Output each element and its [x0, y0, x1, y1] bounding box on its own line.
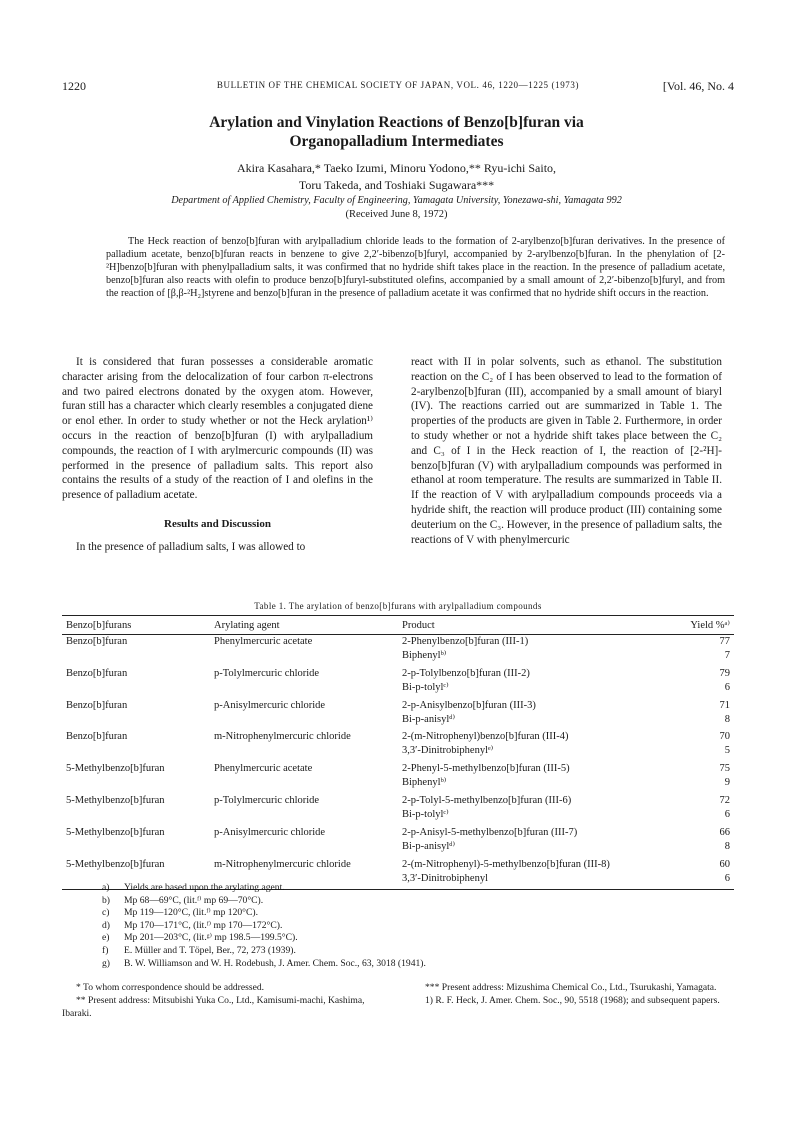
table-cell — [62, 840, 210, 854]
table-cell: Benzo[b]furan — [66, 636, 128, 647]
table-cell — [210, 808, 398, 822]
table-row — [62, 744, 734, 758]
table-cell: 2-p-Tolyl-5-methylbenzo[b]furan (III-6) — [402, 795, 572, 807]
table-cell: Benzo[b]furan — [66, 731, 128, 743]
table-note-text: Mp 68—69°C, (lit.ᶠ⁾ mp 69—70°C). — [124, 894, 264, 906]
table-note-text: Mp 119—120°C, (lit.ᶠ⁾ mp 120°C). — [124, 907, 258, 919]
table-cell: Biphenylᵇ⁾ — [402, 777, 447, 789]
received-date: (Received June 8, 1972) — [345, 209, 448, 220]
table-row — [62, 790, 734, 808]
table-cell: 6 — [724, 681, 730, 693]
table-row — [62, 840, 734, 854]
table-note-key: d) — [102, 919, 110, 931]
abstract — [106, 235, 725, 300]
table-note — [102, 907, 702, 920]
running-head — [62, 79, 734, 95]
table-row — [62, 854, 734, 872]
table-note-key: e) — [102, 932, 110, 944]
table-cell: 5-Methylbenzo[b]furan — [66, 763, 165, 775]
table-cell: 5-Methylbenzo[b]furan — [66, 826, 165, 838]
article-title — [100, 113, 693, 151]
table-cell: Benzo[b]furan — [66, 699, 128, 711]
table-cell — [62, 713, 210, 727]
table-note — [102, 932, 702, 945]
table-cell — [210, 744, 398, 758]
table-cell: p-Anisylmercuric chloride — [214, 699, 326, 711]
table-cell: Phenylmercuric acetate — [214, 636, 313, 647]
table-cell: 2-p-Tolylbenzo[b]furan (III-2) — [402, 667, 530, 679]
table-cell: 2-Phenyl-5-methylbenzo[b]furan (III-5) — [402, 763, 570, 775]
table-cell — [62, 776, 210, 790]
arylation-table — [62, 615, 734, 890]
table-note — [102, 895, 702, 908]
table-cell: 7 — [724, 649, 730, 661]
table-row — [62, 726, 734, 744]
footnote: *** Present address: Mizushima Chemical Co., Ltd., Tsurukashi, Yamagata. — [425, 982, 717, 993]
table-cell: 70 — [719, 731, 730, 743]
table-cell: 6 — [724, 808, 730, 820]
table-note — [102, 882, 702, 895]
table-cell: p-Tolylmercuric chloride — [214, 667, 320, 679]
author-list — [100, 160, 693, 194]
table-header-row — [62, 616, 734, 635]
footnotes-left — [62, 982, 382, 1020]
table-cell: Bi-p-anisylᵈ⁾ — [402, 840, 456, 852]
volume-issue: [Vol. 46, No. 4 — [662, 79, 734, 93]
table-cell: Phenylmercuric acetate — [214, 763, 313, 775]
table-note-key: g) — [102, 957, 110, 969]
table-cell: Bi-p-anisylᵈ⁾ — [402, 713, 456, 725]
footnote: 1) R. F. Heck, J. Amer. Chem. Soc., 90, 5518 (1968); and subsequent papers. — [425, 994, 720, 1006]
table-cell — [210, 713, 398, 727]
header-product: Product — [398, 616, 676, 635]
table-cell: 77 — [719, 636, 730, 647]
table-note-text: Mp 170—171°C, (lit.ᶠ⁾ mp 170—172°C). — [124, 919, 283, 931]
table-row — [62, 635, 734, 649]
table-note — [102, 958, 702, 971]
table-cell: 6 — [676, 872, 734, 889]
table-cell: 60 — [719, 858, 730, 870]
table-cell: 5-Methylbenzo[b]furan — [66, 858, 165, 870]
table-row — [62, 713, 734, 727]
table-cell: 8 — [724, 713, 730, 725]
table-cell — [62, 649, 210, 663]
table-cell — [62, 744, 210, 758]
results-paragraph: In the presence of palladium salts, I was allowed to — [76, 540, 306, 553]
table-row — [62, 695, 734, 713]
header-arylating-agent: Arylating agent — [210, 616, 398, 635]
body-column-right — [411, 355, 722, 547]
table-cell: 5 — [724, 745, 730, 757]
table-note — [102, 920, 702, 933]
table-row — [62, 663, 734, 681]
authors-line-1: Akira Kasahara,* Taeko Izumi, Minoru Yodono,** Ryu-ichi Saito, — [236, 161, 557, 175]
table-cell: 9 — [724, 777, 730, 789]
table-cell: 2-(m-Nitrophenyl)benzo[b]furan (III-4) — [402, 731, 569, 743]
table-cell: 2-p-Anisyl-5-methylbenzo[b]furan (III-7) — [402, 826, 578, 838]
table-cell: 5-Methylbenzo[b]furan — [66, 795, 165, 807]
page-number: 1220 — [62, 79, 86, 93]
footnote: ** Present address: Mitsubishi Yuka Co., Ltd., Kamisumi-machi, Kashima, Ibaraki. — [62, 994, 365, 1019]
table-note-text: Mp 201—203°C, (lit.ᵍ⁾ mp 198.5—199.5°C). — [124, 932, 298, 944]
table-note — [102, 945, 702, 958]
abstract-text: The Heck reaction of benzo[b]furan with arylpalladium chloride leads to the formation of 2-arylbenzo[b]furan derivatives. In the presence of palladium acetate, benzo[b]furan reacts in benzene to give 2,2′-bibenzo[b]furyl, accompanied by 2-arylbenzo[b]furan. In the phenylation of [2-²H]benzo[b]furan with phenylpalladium salts, it was confirmed that no hydride shift takes place in the reaction. In the presence of palladium acetate, benzo[b]furan also reacts with olefin to produce benzo[b]furyl-substituted olefins, accompanied by a small amount of 2,2′-bibenzo[b]furyl, and from the reaction of [β,β-²H₂]styrene and benzo[b]furan in the presence of palladium acetate it was confirmed that no hydride shift occurs in the reaction. — [106, 236, 725, 299]
table-cell: p-Tolylmercuric chloride — [214, 795, 320, 807]
journal-citation: BULLETIN OF THE CHEMICAL SOCIETY OF JAPAN, VOL. 46, 1220—1225 (1973) — [216, 80, 580, 90]
table-cell: 75 — [719, 763, 730, 775]
table-cell: Benzo[b]furan — [66, 667, 128, 679]
table-cell: 71 — [719, 699, 730, 711]
table-cell — [210, 649, 398, 663]
affiliation: Department of Applied Chemistry, Faculty of Engineering, Yamagata University, Yonezawa-shi, Yamagata 992 — [171, 195, 622, 206]
table-cell: 2-p-Anisylbenzo[b]furan (III-3) — [402, 699, 536, 711]
table-cell: 79 — [719, 667, 730, 679]
table-cell — [210, 840, 398, 854]
body-column-left — [62, 355, 373, 555]
table-row — [62, 649, 734, 663]
table-cell — [62, 808, 210, 822]
table-cell — [62, 681, 210, 695]
table-cell: 8 — [724, 840, 730, 852]
table-cell: Bi-p-tolylᶜ⁾ — [402, 808, 449, 820]
table-note-key: c) — [102, 907, 110, 919]
table-note-key: b) — [102, 894, 110, 906]
table-cell: Biphenylᵇ⁾ — [402, 649, 447, 661]
table-cell: 66 — [719, 826, 730, 838]
table-cell: 2-Phenylbenzo[b]furan (III-1) — [402, 636, 529, 647]
table-cell: Bi-p-tolylᶜ⁾ — [402, 681, 449, 693]
title-line-1: Arylation and Vinylation Reactions of Benzo[b]furan via — [209, 114, 584, 131]
table-body — [62, 635, 734, 890]
table-row — [62, 776, 734, 790]
table-notes — [102, 882, 702, 970]
table-cell: 3,3′-Dinitrobiphenylᵉ⁾ — [402, 745, 494, 757]
table-row — [62, 758, 734, 776]
table-caption: Table 1. The arylation of benzo[b]furans with arylpalladium compounds — [254, 601, 542, 611]
table-row — [62, 681, 734, 695]
table-note-text: E. Müller and T. Töpel, Ber., 72, 273 (1939). — [124, 944, 296, 956]
table-note-key: f) — [102, 944, 109, 956]
table-row — [62, 808, 734, 822]
table-cell: 3,3′-Dinitrobiphenyl — [398, 872, 676, 889]
results-continued: react with II in polar solvents, such as ethanol. The substitution reaction on the C₂ of I has been observed to lead to the formation of 2-arylbenzo[b]furan (III), accompanied by a small amount of biaryl (IV). The reactions carried out are summarized in Table 1. The properties of the products are given in Table 2. Furthermore, in order to study whether or not a hydride shift takes place between the C₂ and C₃ of I in the Heck reaction of I, the reaction of [2-²H]-benzo[b]furan (V) with arylpalladium compounds was performed in ethanol at room temperature. The results are summarized in Table II. If the reaction of V with arylpalladium compounds proceeds via a hydride shift, the reaction will produce product (III) containing some deuterium on the C₃. However, in the presence of palladium salts, the reactions of V with phenylmercuric — [411, 356, 722, 546]
intro-paragraph: It is considered that furan possesses a considerable aromatic character arising from the delocalization of four carbon π-electrons and two paired electrons donated by the oxygen atom. However, furan still has a character which clearly resembles a conjugated diene or enol ether. In order to study whether or not the Heck arylation¹⁾ occurs in the reaction of benzo[b]furan (I) with arylpalladium compounds, the reaction of I with arylmercuric compounds (II) was performed in the presence of palladium salts. This report also contains the results of a study of the reaction of I and olefins in the presence of palladium acetate. — [62, 356, 373, 502]
section-heading: Results and Discussion — [164, 517, 271, 530]
table-cell: 2-(m-Nitrophenyl)-5-methylbenzo[b]furan (III-8) — [402, 858, 610, 870]
table-cell: m-Nitrophenylmercuric chloride — [214, 731, 351, 743]
footnote: * To whom correspondence should be addressed. — [76, 982, 265, 993]
table-cell: 72 — [719, 795, 730, 807]
table-cell — [210, 681, 398, 695]
table-row — [62, 822, 734, 840]
header-benzofurans: Benzo[b]furans — [62, 616, 210, 635]
header-yield: Yield %ᵃ⁾ — [676, 616, 734, 635]
footnotes-right — [411, 982, 731, 1008]
authors-line-2: Toru Takeda, and Toshiaki Sugawara*** — [298, 178, 495, 192]
table-cell — [210, 776, 398, 790]
table-note-key: a) — [102, 882, 110, 893]
table-note-text: Yields are based upon the arylating agent. — [124, 882, 285, 893]
table-cell: p-Anisylmercuric chloride — [214, 826, 326, 838]
table-cell: m-Nitrophenylmercuric chloride — [214, 858, 351, 870]
table-note-text: B. W. Williamson and W. H. Rodebush, J. Amer. Chem. Soc., 63, 3018 (1941). — [124, 957, 426, 969]
title-line-2: Organopalladium Intermediates — [289, 133, 504, 150]
